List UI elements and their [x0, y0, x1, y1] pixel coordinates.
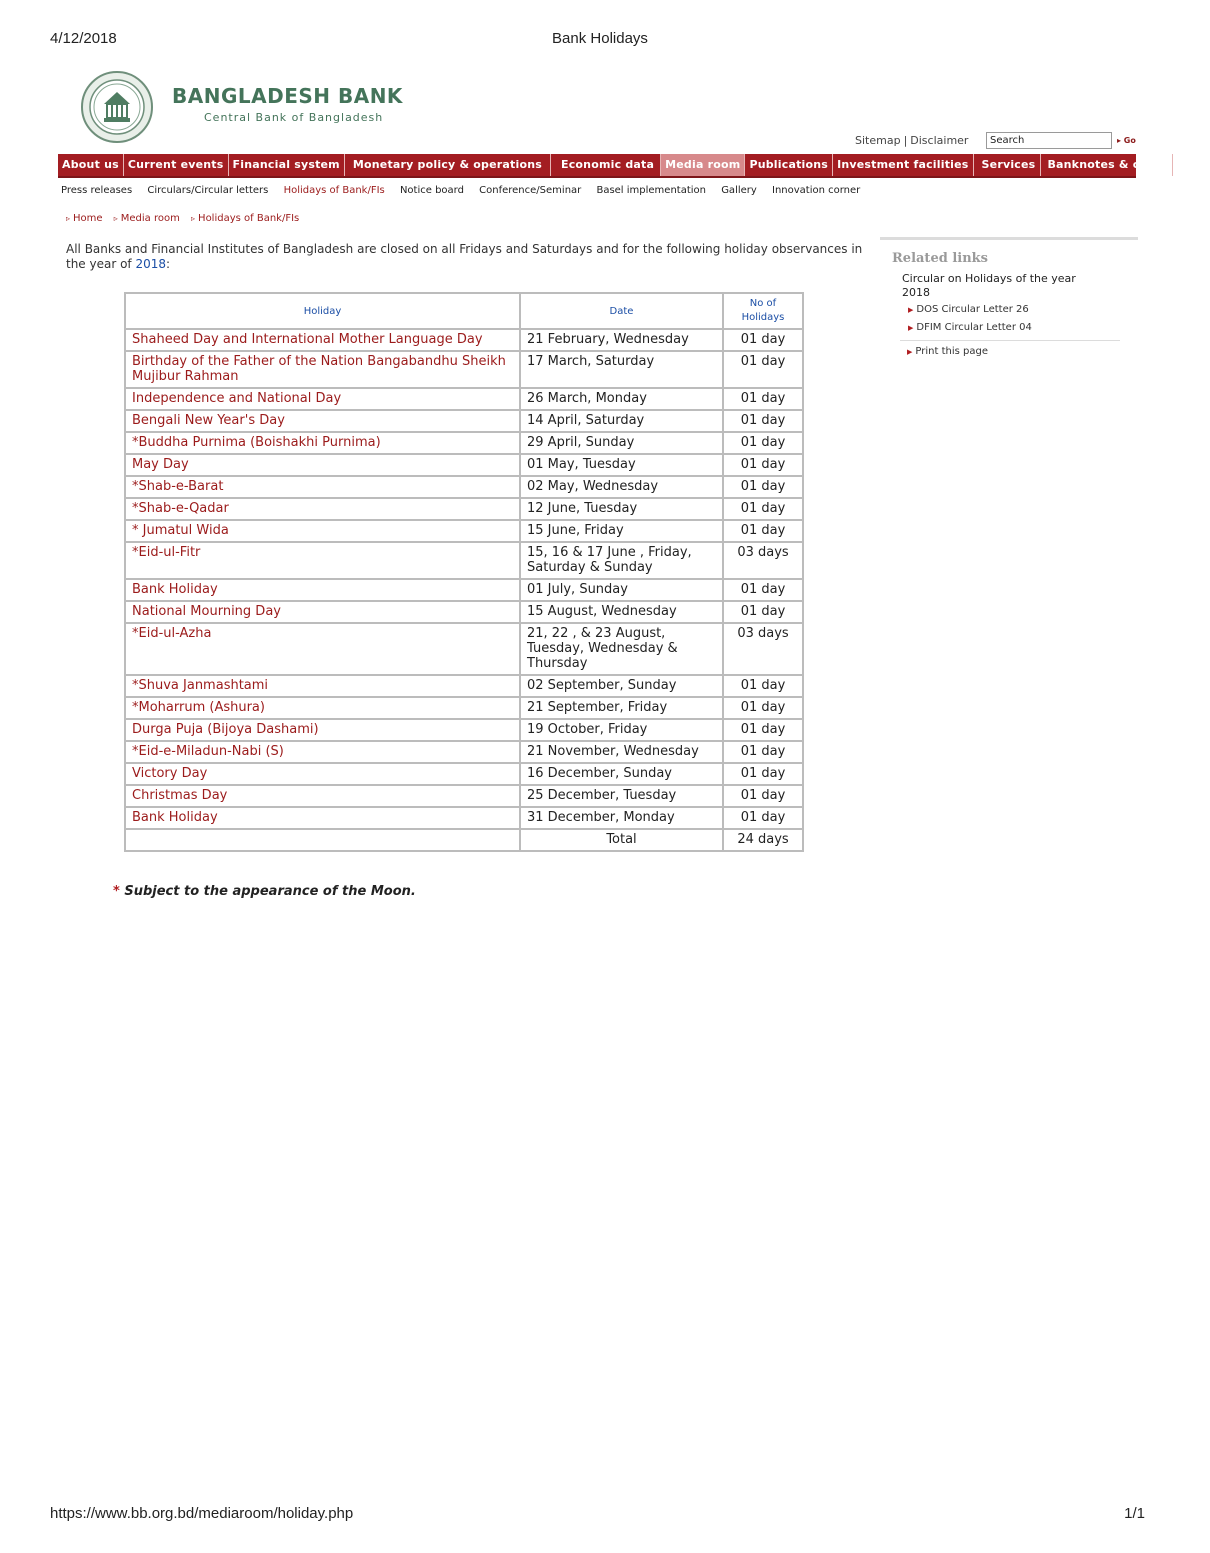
triangle-right-icon: ▶: [908, 306, 914, 314]
nav-publications[interactable]: Publications: [745, 154, 833, 176]
nav-banknotes-coins[interactable]: Banknotes & coins: [1041, 154, 1173, 176]
intro-text: All Banks and Financial Institutes of Bangladesh are closed on all Fridays and Saturdays and for the following holiday observances in the year of: [66, 242, 863, 271]
header-count: [723, 293, 803, 329]
holiday-date-cell: 19 October, Friday: [520, 719, 723, 741]
holiday-date-cell: 01 July, Sunday: [520, 579, 723, 601]
holiday-count-cell: 01 day: [723, 476, 803, 498]
holiday-name-cell: * Jumatul Wida: [125, 520, 520, 542]
holiday-name-cell: *Shuva Janmashtami: [125, 675, 520, 697]
nav-financial-system[interactable]: Financial system: [229, 154, 345, 176]
search-input[interactable]: Search: [986, 132, 1112, 149]
holiday-date-cell: 02 September, Sunday: [520, 675, 723, 697]
table-header-row: [125, 293, 803, 329]
holiday-date-cell: 31 December, Monday: [520, 807, 723, 829]
table-row: [125, 498, 803, 520]
holiday-date-cell: 14 April, Saturday: [520, 410, 723, 432]
nav-current-events[interactable]: Current events: [124, 154, 229, 176]
related-links-title: Related links: [892, 251, 988, 266]
holiday-date-cell: 12 June, Tuesday: [520, 498, 723, 520]
holiday-name-cell: Bank Holiday: [125, 807, 520, 829]
holiday-date-cell: 01 May, Tuesday: [520, 454, 723, 476]
utility-separator: |: [903, 134, 908, 147]
breadcrumb-holidays-label: Holidays of Bank/FIs: [198, 213, 300, 224]
triangle-right-icon: ▶: [907, 348, 913, 356]
subnav-circulars[interactable]: Circulars/Circular letters: [147, 185, 269, 196]
table-row: [125, 432, 803, 454]
print-footer: [50, 1505, 1150, 1525]
related-link-dos-label: DOS Circular Letter 26: [916, 304, 1029, 315]
subnav-press-releases[interactable]: Press releases: [61, 185, 133, 196]
nav-media-room[interactable]: Media room: [661, 154, 745, 176]
triangle-right-icon: ▹: [66, 214, 71, 223]
triangle-right-icon: ▶: [908, 324, 914, 332]
table-row: [125, 785, 803, 807]
holiday-name-cell: *Eid-ul-Fitr: [125, 542, 520, 579]
table-row: [125, 719, 803, 741]
nav-link[interactable]: Link: [1182, 158, 1210, 171]
holiday-count-cell: 01 day: [723, 329, 803, 351]
breadcrumb-media-room[interactable]: [114, 213, 180, 224]
table-total-row: [125, 829, 803, 851]
holiday-count-cell: 01 day: [723, 579, 803, 601]
holiday-name-cell: Bengali New Year's Day: [125, 410, 520, 432]
holiday-count-cell: 01 day: [723, 498, 803, 520]
related-item-circular: Circular on Holidays of the year 2018: [902, 272, 1076, 299]
holiday-date-cell: 02 May, Wednesday: [520, 476, 723, 498]
holiday-date-cell: 25 December, Tuesday: [520, 785, 723, 807]
holiday-count-cell: 01 day: [723, 785, 803, 807]
bank-subtitle: Central Bank of Bangladesh: [204, 111, 384, 124]
holiday-count-cell: 01 day: [723, 454, 803, 476]
holiday-date-cell: 21 November, Wednesday: [520, 741, 723, 763]
table-row: [125, 410, 803, 432]
main-navigation: [58, 154, 1210, 178]
holiday-name-cell: Durga Puja (Bijoya Dashami): [125, 719, 520, 741]
print-header: [50, 30, 1150, 50]
table-row: [125, 520, 803, 542]
holiday-count-cell: 03 days: [723, 542, 803, 579]
table-row: [125, 542, 803, 579]
holiday-date-cell: 21 September, Friday: [520, 697, 723, 719]
subnav-conference-seminar[interactable]: Conference/Seminar: [479, 185, 582, 196]
table-row: [125, 623, 803, 675]
subnav-innovation-corner[interactable]: Innovation corner: [772, 185, 861, 196]
holiday-name-cell: Christmas Day: [125, 785, 520, 807]
triangle-right-icon: ▹: [113, 214, 118, 223]
breadcrumb: [66, 213, 307, 224]
bank-logo-seal-icon[interactable]: [80, 70, 154, 144]
holiday-name-cell: Shaheed Day and International Mother Language Day: [125, 329, 520, 351]
subnav-holidays[interactable]: Holidays of Bank/FIs: [283, 185, 385, 196]
total-label-cell: Total: [520, 829, 723, 851]
utility-links: [855, 134, 968, 147]
holiday-name-cell: *Buddha Purnima (Boishakhi Purnima): [125, 432, 520, 454]
table-row: [125, 579, 803, 601]
table-row: [125, 601, 803, 623]
holiday-name-cell: Victory Day: [125, 763, 520, 785]
breadcrumb-holidays[interactable]: [191, 213, 299, 224]
holiday-count-cell: 01 day: [723, 520, 803, 542]
table-row: [125, 329, 803, 351]
holiday-name-cell: *Shab-e-Qadar: [125, 498, 520, 520]
table-row: [125, 741, 803, 763]
holiday-name-cell: *Eid-ul-Azha: [125, 623, 520, 675]
holiday-count-cell: 01 day: [723, 601, 803, 623]
holiday-count-cell: 01 day: [723, 807, 803, 829]
table-row: [125, 351, 803, 388]
holiday-table-body: [125, 329, 803, 851]
table-row: [125, 675, 803, 697]
related-divider: [900, 340, 1120, 341]
header-date: Date: [520, 293, 723, 329]
nav-about-us[interactable]: About us: [58, 154, 124, 176]
breadcrumb-home[interactable]: [66, 213, 103, 224]
nav-services[interactable]: Services: [974, 154, 1042, 176]
table-row: [125, 476, 803, 498]
holiday-name-cell: National Mourning Day: [125, 601, 520, 623]
holiday-table: [124, 292, 804, 852]
holiday-date-cell: 26 March, Monday: [520, 388, 723, 410]
footnote-star: *: [113, 884, 120, 899]
holiday-date-cell: 15 August, Wednesday: [520, 601, 723, 623]
nav-monetary-policy[interactable]: Monetary policy & operations: [345, 154, 551, 176]
print-page-number: 1/1: [1124, 1505, 1145, 1522]
holiday-name-cell: May Day: [125, 454, 520, 476]
holiday-name-cell: *Moharrum (Ashura): [125, 697, 520, 719]
footnote-text: Subject to the appearance of the Moon.: [124, 884, 416, 899]
table-row: [125, 763, 803, 785]
holiday-date-cell: 29 April, Sunday: [520, 432, 723, 454]
holiday-name-cell: *Eid-e-Miladun-Nabi (S): [125, 741, 520, 763]
related-links-panel: [880, 237, 1138, 357]
print-title: Bank Holidays: [552, 30, 648, 47]
table-row: [125, 388, 803, 410]
holiday-date-cell: 17 March, Saturday: [520, 351, 723, 388]
holiday-count-cell: 01 day: [723, 719, 803, 741]
header-count-label: No of Holidays: [741, 298, 785, 323]
moon-footnote: [113, 884, 416, 899]
holiday-name-cell: *Shab-e-Barat: [125, 476, 520, 498]
related-link-dfim-circular[interactable]: [908, 321, 1138, 335]
print-url: https://www.bb.org.bd/mediaroom/holiday.php: [50, 1505, 354, 1522]
holiday-count-cell: 01 day: [723, 741, 803, 763]
holiday-date-cell: 21, 22 , & 23 August, Tuesday, Wednesday & Thursday: [520, 623, 723, 675]
holiday-count-cell: 03 days: [723, 623, 803, 675]
print-page-link[interactable]: [907, 346, 1138, 357]
holiday-count-cell: 01 day: [723, 388, 803, 410]
breadcrumb-home-label: Home: [73, 213, 103, 224]
holiday-count-cell: 01 day: [723, 675, 803, 697]
triangle-right-icon: ▹: [191, 214, 196, 223]
subnav-gallery[interactable]: Gallery: [721, 185, 757, 196]
total-empty-cell: [125, 829, 520, 851]
holiday-count-cell: 01 day: [723, 697, 803, 719]
sub-navigation: [61, 185, 872, 196]
holiday-date-cell: 16 December, Sunday: [520, 763, 723, 785]
subnav-notice-board[interactable]: Notice board: [399, 185, 464, 196]
nav-investment-facilities[interactable]: Investment facilities: [833, 154, 973, 176]
table-row: [125, 697, 803, 719]
holiday-count-cell: 01 day: [723, 432, 803, 454]
holiday-name-cell: Birthday of the Father of the Nation Bangabandhu Sheikh Mujibur Rahman: [125, 351, 520, 388]
holiday-count-cell: 01 day: [723, 351, 803, 388]
print-page-label: Print this page: [915, 346, 988, 357]
print-date: 4/12/2018: [50, 30, 117, 47]
sitemap-link[interactable]: Sitemap: [855, 134, 901, 147]
disclaimer-link[interactable]: Disclaimer: [910, 134, 969, 147]
breadcrumb-media-room-label: Media room: [120, 213, 180, 224]
holiday-count-cell: 01 day: [723, 410, 803, 432]
related-link-dos-circular[interactable]: [908, 303, 1138, 317]
intro-year: 2018: [135, 257, 167, 271]
total-value-cell: 24 days: [723, 829, 803, 851]
intro-colon: :: [166, 257, 171, 271]
table-row: [125, 807, 803, 829]
bank-name: BANGLADESH BANK: [172, 84, 403, 108]
nav-economic-data[interactable]: Economic data: [551, 154, 661, 176]
related-link-dfim-label: DFIM Circular Letter 04: [916, 322, 1032, 333]
header-holiday: Holiday: [125, 293, 520, 329]
holiday-name-cell: Bank Holiday: [125, 579, 520, 601]
go-button[interactable]: ▸ Go: [1117, 136, 1136, 145]
holiday-date-cell: 21 February, Wednesday: [520, 329, 723, 351]
holiday-count-cell: 01 day: [723, 763, 803, 785]
holiday-date-cell: 15 June, Friday: [520, 520, 723, 542]
intro-paragraph: [66, 242, 866, 272]
table-row: [125, 454, 803, 476]
holiday-name-cell: Independence and National Day: [125, 388, 520, 410]
holiday-date-cell: 15, 16 & 17 June , Friday, Saturday & Sunday: [520, 542, 723, 579]
subnav-basel-implementation[interactable]: Basel implementation: [596, 185, 706, 196]
